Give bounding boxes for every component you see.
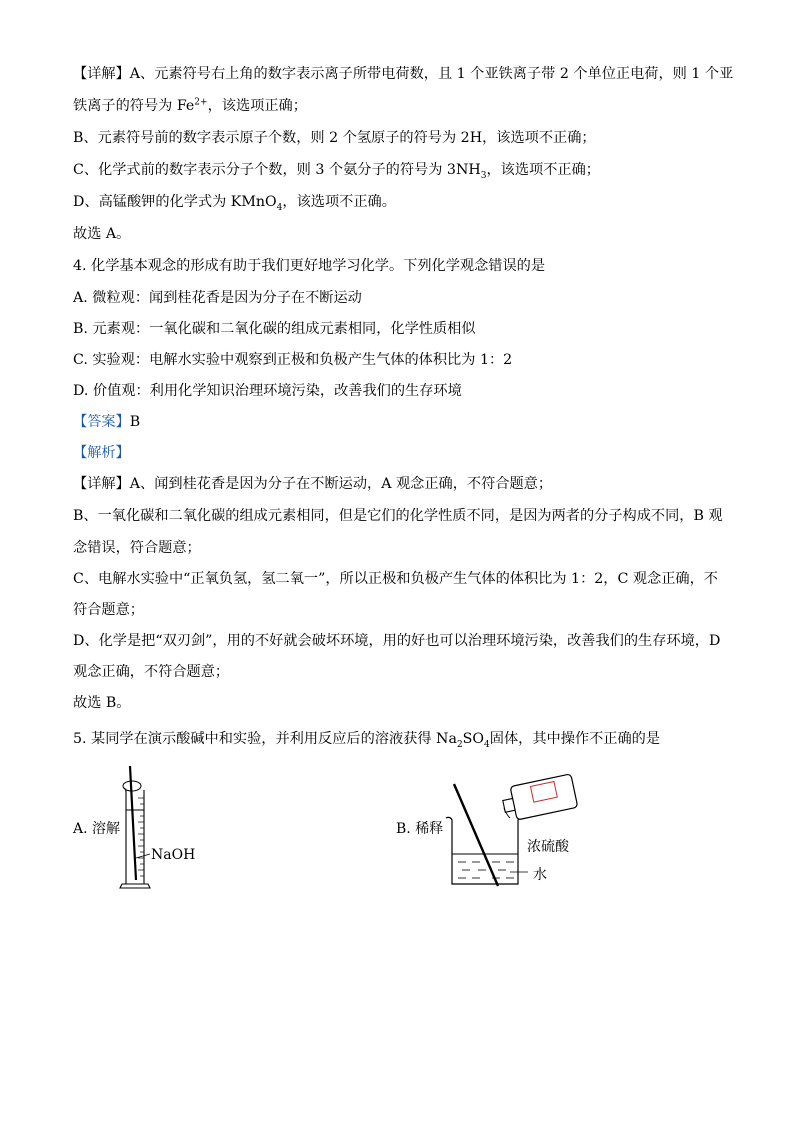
q4-explain-d-line2: 观念正确，不符合题意； — [73, 664, 230, 680]
q5-option-a-label: A. 溶解 — [73, 821, 121, 837]
q5-stem — [73, 729, 660, 749]
q3-explain-a-line2 — [73, 96, 307, 116]
concentrated-sulfuric-acid-label: 浓硫酸 — [527, 839, 569, 855]
q4-option-a: A. 微粒观：闻到桂花香是因为分子在不断运动 — [73, 290, 362, 306]
q4-explain-b-line1: B、一氧化碳和二氧化碳的组成元素相同，但是它们的化学性质不同，是因为两者的分子构成不同，B 观 — [73, 508, 723, 524]
so4-sub: 4 — [484, 739, 490, 750]
q4-explain-d-line1: D、化学是把“双刃剑”，用的不好就会破坏环境，用的好也可以治理环境污染，改善我们的生存环境，D — [73, 633, 721, 649]
q5-option-b-label: B. 稀释 — [396, 821, 444, 837]
nh3-sub: 3 — [480, 170, 487, 181]
q3-explain-b: B、元素符号前的数字表示原子个数，则 2 个氢原子的符号为 2H，该选项不正确； — [73, 130, 596, 146]
q5-stem-post: 固体，其中操作不正确的是 — [489, 731, 661, 747]
water-label: 水 — [533, 867, 547, 883]
q4-option-c: C. 实验观：电解水实验中观察到正极和负极产生气体的体积比为 1：2 — [73, 352, 513, 368]
q4-explain-c-line1: C、电解水实验中“正氧负氢，氢二氧一”，所以正极和负极产生气体的体积比为 1：2，C 观念正确，不 — [73, 571, 718, 587]
answer-tag: 【答案】 — [73, 414, 130, 430]
q3-explain-d-pre: D、高锰酸钾的化学式为 KMnO — [73, 194, 277, 210]
q5-stem-mid: SO — [462, 731, 485, 747]
q4-analysis-tag — [73, 443, 130, 463]
fe-charge-sup: 2+ — [194, 97, 208, 108]
detail-tag: 【详解】 — [73, 66, 130, 82]
na2-sub: 2 — [456, 739, 463, 750]
q4-option-d: D. 价值观：利用化学知识治理环境污染，改善我们的生存环境 — [73, 383, 462, 399]
q3-explain-c-pre: C、化学式前的数字表示分子个数，则 3 个氨分子的符号为 3NH — [73, 162, 481, 178]
q3-explain-d-post: ，该选项不正确。 — [282, 194, 396, 210]
q4-explain-b-line2: 念错误，符合题意； — [73, 540, 201, 556]
kmno4-sub: 4 — [276, 202, 283, 213]
q3-explain-a-line1 — [73, 64, 733, 84]
answer-value: B — [129, 414, 141, 430]
analysis-tag: 【解析】 — [73, 445, 130, 461]
dilution-beaker-diagram — [440, 768, 590, 892]
q5-stem-pre: 5. 某同学在演示酸碱中和实验，并利用反应后的溶液获得 Na — [73, 731, 457, 747]
q3-explain-c-post: ，该选项不正确； — [486, 162, 600, 178]
q3-explain-c — [73, 160, 600, 180]
q4-explain-a-text: A、闻到桂花香是因为分子在不断运动，A 观念正确，不符合题意； — [129, 476, 553, 492]
q4-explain-a — [73, 474, 552, 494]
q3-explain-d — [73, 192, 396, 212]
naoh-label: NaOH — [151, 847, 196, 863]
q4-conclusion: 故选 B。 — [73, 695, 131, 711]
detail-tag: 【详解】 — [73, 476, 130, 492]
q3-explain-a-text: A、元素符号右上角的数字表示离子所带电荷数，且 1 个亚铁离子带 2 个单位正电荷，则 1 个亚 — [129, 66, 734, 82]
q4-explain-c-line2: 符合题意； — [73, 602, 144, 618]
q3-explain-a-line2-pre: 铁离子的符号为 Fe — [73, 98, 195, 114]
q3-conclusion: 故选 A。 — [73, 226, 131, 242]
graduated-cylinder-diagram — [110, 762, 210, 896]
q4-option-b: B. 元素观：一氧化碳和二氧化碳的组成元素相同，化学性质相似 — [73, 321, 476, 337]
q4-stem: 4. 化学基本观念的形成有助于我们更好地学习化学。下列化学观念错误的是 — [73, 258, 546, 274]
q4-answer — [73, 412, 140, 432]
q3-explain-a-line2-post: ，该选项正确； — [207, 98, 307, 114]
